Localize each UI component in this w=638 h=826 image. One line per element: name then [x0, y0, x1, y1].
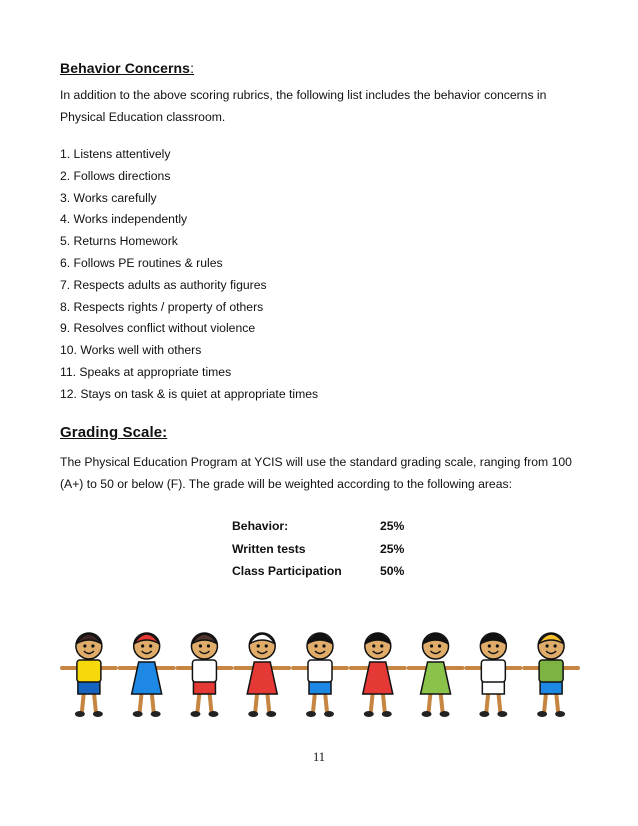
child-figure: [120, 633, 174, 717]
child-eye: [546, 644, 549, 647]
child-shoe: [555, 711, 565, 717]
list-item: 11. Speaks at appropriate times: [60, 364, 232, 379]
child-figure: [351, 633, 405, 717]
child-figure: [235, 633, 289, 717]
weight-value: 25%: [380, 519, 405, 533]
child-shoe: [422, 711, 432, 717]
child-eye: [488, 644, 491, 647]
weight-label: Written tests: [232, 541, 306, 556]
child-leg: [82, 692, 84, 712]
child-leg: [441, 692, 443, 712]
child-figure: [409, 633, 463, 717]
child-shoe: [248, 711, 258, 717]
child-eye: [322, 644, 325, 647]
child-leg: [313, 692, 315, 712]
grading-intro-paragraph: The Physical Education Program at YCIS will use the standard grading scale, ranging from 100 (A+) to 50 or below (F). The grade will be weighted according to the following areas:: [60, 455, 572, 491]
list-item: 12. Stays on task & is quiet at appropriate times: [60, 386, 319, 401]
child-eye: [83, 644, 86, 647]
weight-value: 25%: [380, 541, 405, 556]
child-shoe: [190, 711, 200, 717]
child-leg: [486, 692, 488, 712]
child-shoe: [324, 711, 334, 717]
child-leg: [371, 692, 373, 712]
child-figure: [524, 633, 578, 717]
list-item: 7. Respects adults as authority figures: [60, 277, 267, 292]
child-leg: [325, 692, 327, 712]
child-eye: [207, 644, 210, 647]
behavior-intro-paragraph: In addition to the above scoring rubrics, the following list includes the behavior concerns in Physical Education classroom.: [60, 88, 547, 124]
child-eye: [554, 644, 557, 647]
child-shirt: [308, 660, 332, 682]
list-item: 2. Follows directions: [60, 168, 171, 183]
child-eye: [430, 644, 433, 647]
list-item: 3. Works carefully: [60, 190, 157, 205]
child-figure: [466, 633, 520, 717]
child-shoe: [151, 711, 161, 717]
list-item: 6. Follows PE routines & rules: [60, 255, 223, 270]
list-item: 5. Returns Homework: [60, 234, 178, 249]
child-leg: [383, 692, 385, 712]
child-leg: [544, 692, 546, 712]
child-leg: [197, 692, 199, 712]
children-holding-hands-illustration: [60, 620, 580, 720]
list-item: 10. Works well with others: [60, 343, 202, 358]
child-eye: [372, 644, 375, 647]
child-shirt: [539, 660, 563, 682]
page-number: 11: [312, 750, 326, 764]
child-eye: [265, 644, 268, 647]
child-eye: [199, 644, 202, 647]
child-figure: [62, 633, 116, 717]
child-shoe: [440, 711, 450, 717]
grade-weights-table: [232, 515, 404, 583]
weight-label: Class Participation: [232, 564, 342, 578]
behavior-heading-text: Behavior Concerns: [60, 60, 191, 76]
child-eye: [257, 644, 260, 647]
child-eye: [149, 644, 152, 647]
child-figure: [178, 633, 232, 717]
child-shirt: [77, 660, 101, 682]
child-leg: [255, 692, 257, 712]
child-eye: [380, 644, 383, 647]
behavior-concerns-heading: [60, 60, 194, 76]
child-shoe: [208, 711, 218, 717]
child-shirt: [481, 660, 505, 682]
child-leg: [556, 692, 558, 712]
child-figure: [293, 633, 347, 717]
child-shoe: [537, 711, 547, 717]
child-shoe: [306, 711, 316, 717]
child-eye: [438, 644, 441, 647]
child-eye: [91, 644, 94, 647]
weight-row: [232, 560, 404, 583]
child-leg: [152, 692, 154, 712]
child-leg: [94, 692, 96, 712]
child-shoe: [75, 711, 85, 717]
child-leg: [140, 692, 142, 712]
child-shoe: [93, 711, 103, 717]
child-shoe: [364, 711, 374, 717]
child-eye: [314, 644, 317, 647]
child-shoe: [479, 711, 489, 717]
child-leg: [498, 692, 500, 712]
weight-row: [232, 538, 404, 561]
behavior-concerns-list: [60, 144, 318, 406]
weight-value: 50%: [380, 564, 405, 578]
list-item: 8. Respects rights / property of others: [60, 299, 264, 314]
weight-label: Behavior:: [232, 519, 289, 533]
child-leg: [429, 692, 431, 712]
list-item: 4. Works independently: [60, 212, 188, 227]
child-eye: [496, 644, 499, 647]
list-item: 1. Listens attentively: [60, 147, 171, 161]
child-shoe: [382, 711, 392, 717]
child-leg: [267, 692, 269, 712]
child-shoe: [266, 711, 276, 717]
list-item: 9. Resolves conflict without violence: [60, 321, 256, 336]
behavior-heading-colon: :: [190, 60, 195, 76]
grading-scale-heading: Grading Scale:: [60, 424, 168, 441]
child-eye: [141, 644, 144, 647]
weight-row: [232, 515, 404, 538]
child-shirt: [192, 660, 216, 682]
child-leg: [209, 692, 211, 712]
child-shoe: [133, 711, 143, 717]
child-shoe: [497, 711, 507, 717]
